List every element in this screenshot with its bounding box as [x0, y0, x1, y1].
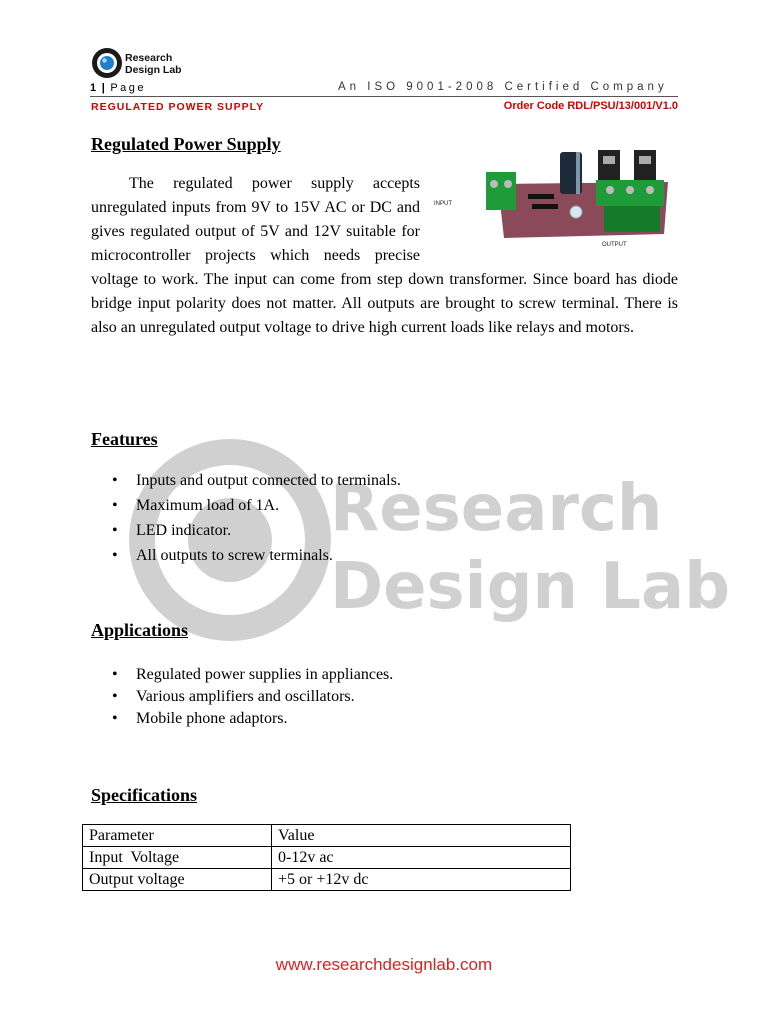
company-logo-text: [125, 52, 182, 76]
applications-heading: Applications: [91, 620, 189, 640]
watermark-line2: Design Lab: [330, 550, 730, 624]
table-cell: Output voltage: [83, 869, 272, 891]
list-item: • Various amplifiers and oscillators.: [112, 686, 393, 708]
pcb-output-label: OUTPUT: [602, 242, 627, 248]
table-cell: Input Voltage: [83, 847, 272, 869]
page-number: 1: [90, 82, 97, 94]
table-header-cell: Parameter: [83, 825, 272, 847]
applications-list: [112, 664, 393, 730]
company-logo-icon: [91, 47, 123, 79]
footer-website-link[interactable]: www.researchdesignlab.com: [275, 955, 493, 974]
specifications-heading: Specifications: [91, 785, 197, 805]
table-header-row: [83, 825, 571, 847]
intro-text: The regulated power supply accepts unregulated inputs from 9V to 15V AC or DC and gives regulated output of 5V and 12V suitable for microcontroller projects which needs precise voltage to work. The input can come from step down transformer. Since board has diode bridge input polarity does not matter. All outputs are brought to screw terminal. There is also an unregulated output voltage to drive high current loads like relays and motors.: [91, 175, 678, 336]
list-item: • LED indicator.: [112, 518, 401, 543]
specifications-table: [82, 824, 571, 891]
pcb-input-label: INPUT: [434, 201, 452, 207]
page-separator: |: [101, 82, 105, 94]
features-heading: Features: [91, 429, 158, 449]
table-header-cell: Value: [272, 825, 571, 847]
board-image: [428, 172, 678, 252]
order-code: Order Code RDL/PSU/13/001/V1.0: [503, 100, 678, 112]
watermark-line1: Research: [330, 472, 663, 546]
page-title: Regulated Power Supply: [91, 134, 281, 154]
features-list: [112, 468, 401, 568]
header-doc-title: REGULATED POWER SUPPLY: [91, 101, 265, 113]
page-indicator: [90, 82, 146, 94]
intro-paragraph: [91, 172, 678, 340]
page-word: Page: [110, 82, 147, 94]
pcb-illustration: [428, 172, 678, 252]
table-cell: +5 or +12v dc: [272, 869, 571, 891]
iso-certification: An ISO 9001-2008 Certified Company: [338, 81, 668, 93]
logo-line-2: Design Lab: [125, 64, 182, 76]
header-divider: [90, 96, 678, 97]
table-row: [83, 869, 571, 891]
table-row: [83, 847, 571, 869]
list-item: • Mobile phone adaptors.: [112, 708, 393, 730]
list-item: • All outputs to screw terminals.: [112, 543, 401, 568]
list-item: • Regulated power supplies in appliances.: [112, 664, 393, 686]
table-cell: 0-12v ac: [272, 847, 571, 869]
logo-line-1: Research: [125, 52, 173, 64]
list-item: • Inputs and output connected to terminals.: [112, 468, 401, 493]
list-item: • Maximum load of 1A.: [112, 493, 401, 518]
